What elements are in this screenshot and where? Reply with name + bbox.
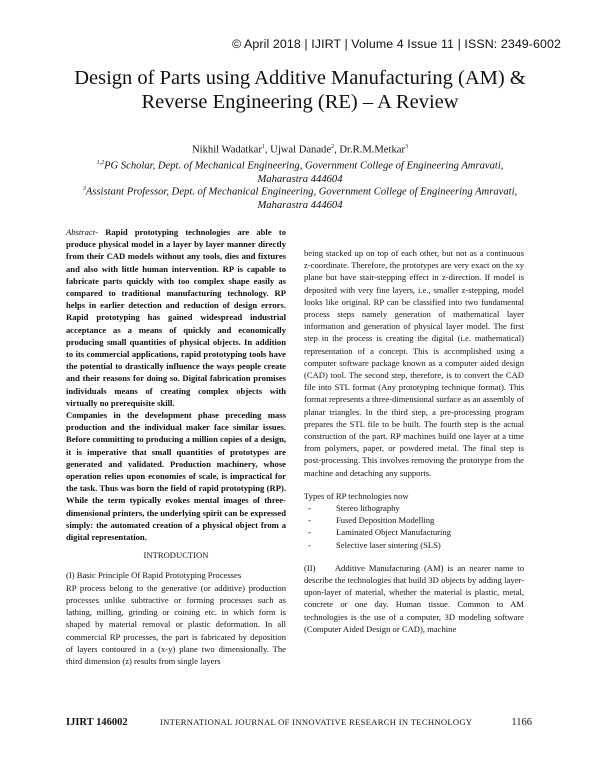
- author-sup: 2: [331, 144, 335, 150]
- paper-id: IJIRT 146002: [66, 717, 128, 728]
- abstract-label: Abstract-: [66, 227, 98, 237]
- list-item: - Stereo lithography: [304, 502, 524, 514]
- section-heading-introduction: INTRODUCTION: [143, 550, 209, 561]
- left-column: [66, 226, 286, 667]
- list-heading: Types of RP technologies now: [304, 490, 409, 501]
- affiliation-1: [40, 157, 560, 186]
- abstract-paragraph-2: Companies in the development phase preceding mass production and the individual maker face similar issues. Before committing to producing a million copies of a design, it is imperative that small quantities of prototypes are generated and validated. Production machinery, whose operation relies upon economies of scale, is impractical for the task. Thus was born the field of rapid prototyping (RP). While the term typically evokes mental images of three-dimensional printers, the underlying spirit can be expressed simply: the automated creation of a physical object from a digital representation.: [66, 410, 286, 543]
- affiliation-sup: 1,2: [96, 160, 105, 166]
- journal-name: INTERNATIONAL JOURNAL OF INNOVATIVE RESEARCH IN TECHNOLOGY: [160, 717, 473, 727]
- paper-title: [50, 66, 550, 114]
- affiliation-line: Assistant Professor, Dept. of Mechanical Engineering, Government College of Engineering Amravati,: [85, 186, 518, 198]
- title-line-1: Design of Parts using Additive Manufacturing (AM) &: [74, 67, 526, 89]
- right-column: [304, 247, 527, 635]
- body-paragraph: being stacked up on top of each other, but not as a continuous z-coordinate. Therefore, the prototypes are very exact on the xy plane but have stair-stepping effect in z-direction. If model is deposited with very fine layers, i.e., smaller z-stepping, model looks like original. RP can be classified into two fundamental process steps namely generation of mathematical layer information and generation of physical layer model. The first step in the process is creating the digital (i.e. mathematical) representation of a concept. This is accomplished using a computer software package known as a computer aided design (CAD) tool. The second step, therefore, is to convert the CAD file into STL format (Any prototyping technique format). This format represents a three-dimensional surface as an assembly of planar triangles. In the third step, a pre-processing program prepares the STL file to be built. The fourth step is the actual construction of the part. RP machines build one layer at a time from polymers, paper, or powdered metal. The final step is post-processing. This involves removing the prototype from the machine and detaching any supports.: [304, 248, 525, 478]
- author-separator: ,: [264, 144, 271, 156]
- affiliation-line: Maharastra 444604: [257, 173, 343, 185]
- abstract-text: Rapid prototyping technologies are able to produce physical model in a layer by layer manner directly from their CAD models without any tools, dies and fixtures and also with little human intervention. RP is capable to fabricate parts quickly with too complex shape easily as compared to traditional manufacturing technology. RP helps in earlier detection and reduction of design errors. Rapid prototyping has gained widespread industrial acceptance as a means of quickly and economically producing small quantities of physical objects. In addition to its commercial applications, rapid prototyping tools have the potential to drastically influence the ways people create and their reasons for doing so. Digital fabrication promises individuals means of creating complex objects with virtually no prerequisite skill.: [66, 227, 286, 408]
- title-line-2: Reverse Engineering (RE) – A Review: [141, 91, 459, 113]
- affiliation-2: [40, 183, 560, 212]
- author-name: Nikhil Wadatkar: [192, 144, 262, 156]
- body-paragraph: RP process belong to the generative (or additive) production processes unlike subtractive or forming processes such as lathing, milling, grinding or coining etc. in which form is shaped by material removal or plastic deformation. In all commercial RP processes, the part is fabricated by deposition of layers contoured in a (x-y) plane two dimensionally. The third dimension (z) results from single layers: [66, 582, 286, 666]
- rp-technology-list: [304, 502, 524, 551]
- list-item: - Fused Deposition Modelling: [304, 514, 524, 526]
- author-separator: ,: [334, 144, 340, 156]
- affiliation-sup: 3: [82, 186, 86, 192]
- page-number: 1166: [511, 717, 532, 728]
- author-name: Ujwal Danade: [270, 144, 332, 156]
- affiliation-line: PG Scholar, Dept. of Mechanical Engineering, Government College of Engineering Amravati,: [104, 160, 504, 172]
- author-name: Dr.R.M.Metkar: [339, 144, 405, 156]
- author-list: [40, 144, 560, 156]
- body-paragraph: (II) Additive Manufacturing (AM) is an nearer name to describe the technologies that build 3D objects by adding layer-upon-layer of material, whether the material is plastic, metal, concrete or one day. Human tissue. Common to AM technologies is the use of a computer, 3D modeling software (Computer Aided Design or CAD), machine: [304, 562, 527, 634]
- author-sup: 3: [404, 144, 408, 150]
- list-item: - Selective laser sintering (SLS): [304, 539, 524, 551]
- list-item: - Laminated Object Manufacturing: [304, 526, 524, 538]
- subsection-heading: (I) Basic Principle Of Rapid Prototyping Processes: [66, 570, 242, 581]
- journal-header: © April 2018 | IJIRT | Volume 4 Issue 11 | ISSN: 2349-6002: [231, 37, 561, 51]
- affiliation-line: Maharastra 444604: [257, 199, 343, 211]
- abstract-paragraph-1: [66, 226, 286, 409]
- author-sup: 1: [261, 144, 265, 150]
